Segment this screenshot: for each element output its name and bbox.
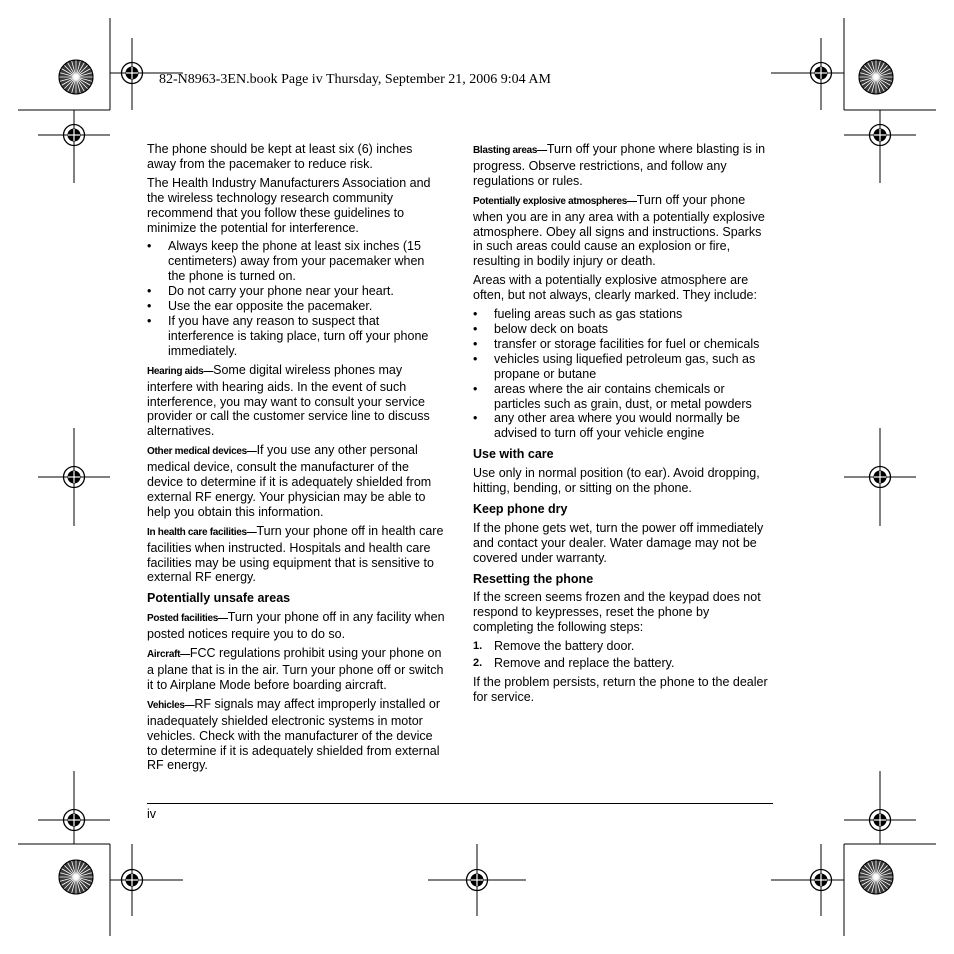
left-column	[147, 142, 445, 777]
list-item: • Do not carry your phone near your heart.	[147, 284, 445, 299]
keep-dry-text: If the phone gets wet, turn the power off immediately and contact your dealer. Water damage may not be covered under warranty.	[473, 520, 764, 565]
page-number: iv	[147, 807, 157, 821]
step-text: Remove the battery door.	[494, 639, 635, 654]
list-item: • Use the ear opposite the pacemaker.	[147, 299, 445, 314]
explosive-label: Potentially explosive atmospheres—	[473, 195, 637, 207]
use-with-care-heading: Use with care	[473, 447, 554, 462]
star-target	[859, 860, 893, 894]
vehicles-paragraph	[147, 697, 445, 774]
list-item: • If you have any reason to suspect that interference is taking place, turn off your phone immediately.	[147, 314, 445, 359]
footer-rule	[147, 803, 773, 804]
step-number: 2.	[473, 657, 483, 670]
list-item: • areas where the air contains chemicals or particles such as grain, dust, or metal powders	[473, 382, 773, 412]
hearing-aids-label: Hearing aids—	[147, 365, 214, 377]
posted-facilities-text: Turn your phone off in any facility when posted notices require you to do so.	[147, 610, 445, 642]
right-column	[473, 142, 773, 709]
explosive-text: Turn off your phone when you are in any area with a potentially explosive atmosphere. Obey all signs and instructions. Sparks in such areas could cause an explosion or fire, resulting in bodily injury or death.	[473, 192, 765, 269]
blasting-label: Blasting areas—	[473, 145, 547, 156]
blasting-paragraph	[473, 142, 773, 189]
list-item: • any other area where you would normally be advised to turn off your vehicle engine	[473, 411, 773, 441]
other-medical-paragraph	[147, 443, 445, 520]
health-care-label: In health care facilities—	[147, 526, 257, 538]
step-text: Remove and replace the battery.	[494, 656, 675, 671]
pacemaker-guidelines-list	[147, 239, 445, 358]
resetting-heading: Resetting the phone	[473, 571, 594, 586]
blasting-text: Turn off your phone where blasting is in progress. Observe restrictions, and follow any regulations or rules.	[473, 142, 766, 188]
star-target	[59, 60, 93, 94]
other-medical-text: If you use any other personal medical device, consult the manufacturer of the device to determine if it is adequately shielded from external RF energy. Your physician may be able to help you obtain this information.	[147, 443, 432, 519]
step-number: 1.	[473, 640, 483, 653]
himda-text: The Health Industry Manufacturers Association and the wireless technology research community recommend that you follow these guidelines to minimize the potential for interference.	[147, 175, 431, 235]
posted-facilities-label: Posted facilities—	[147, 613, 228, 625]
health-care-text: Turn your phone off in health care facilities when instructed. Hospitals and health care facilities may be using equipment that is sensitive to external RF energy.	[147, 523, 444, 585]
list-item: • transfer or storage facilities for fuel or chemicals	[473, 337, 773, 352]
posted-facilities-paragraph	[147, 610, 445, 642]
resetting-intro-text: If the screen seems frozen and the keypad does not respond to keypresses, reset the phone by completing the following steps:	[473, 590, 761, 635]
resetting-outro-text: If the problem persists, return the phone to the dealer for service.	[473, 675, 768, 704]
list-item: • vehicles using liquefied petroleum gas, such as propane or butane	[473, 352, 773, 382]
explosive-areas-list	[473, 307, 773, 441]
list-item	[473, 656, 773, 671]
explosive-paragraph	[473, 193, 773, 270]
vehicles-label: Vehicles—	[147, 699, 195, 711]
hearing-aids-text: Some digital wireless phones may interfere with hearing aids. In the event of such interference, you may want to consult your service provider or call the customer service line to discuss alternatives.	[147, 362, 430, 439]
aircraft-text: FCC regulations prohibit using your phone on a plane that is in the air. Turn your phone off or switch it to Airplane Mode before boarding aircraft.	[147, 646, 444, 692]
star-target	[859, 60, 893, 94]
aircraft-label: Aircraft—	[147, 649, 190, 661]
reset-steps-list	[473, 639, 773, 671]
keep-dry-heading: Keep phone dry	[473, 501, 568, 516]
list-item	[473, 639, 773, 654]
health-care-paragraph	[147, 524, 445, 586]
unsafe-areas-heading: Potentially unsafe areas	[147, 591, 291, 606]
star-target	[59, 860, 93, 894]
areas-intro-text: Areas with a potentially explosive atmosphere are often, but not always, clearly marked. They include:	[473, 273, 757, 303]
use-with-care-text: Use only in normal position (to ear). Avoid dropping, hitting, bending, or sitting on the phone.	[473, 466, 760, 496]
other-medical-label: Other medical devices—	[147, 446, 257, 458]
aircraft-paragraph	[147, 646, 445, 693]
list-item: • below deck on boats	[473, 322, 773, 337]
list-item: • Always keep the phone at least six inches (15 centimeters) away from your pacemaker when the phone is turned on.	[147, 239, 445, 284]
hearing-aids-paragraph	[147, 363, 445, 440]
list-item: • fueling areas such as gas stations	[473, 307, 773, 322]
vehicles-text: RF signals may affect improperly installed or inadequately shielded electronic systems in motor vehicles. Check with the manufacturer of the device to determine if it is adequately shielded from external RF energy.	[147, 696, 441, 773]
pacemaker-distance-text: The phone should be kept at least six (6) inches away from the pacemaker to reduce risk.	[147, 142, 413, 171]
print-slug: 82-N8963-3EN.book Page iv Thursday, September 21, 2006 9:04 AM	[159, 72, 551, 87]
